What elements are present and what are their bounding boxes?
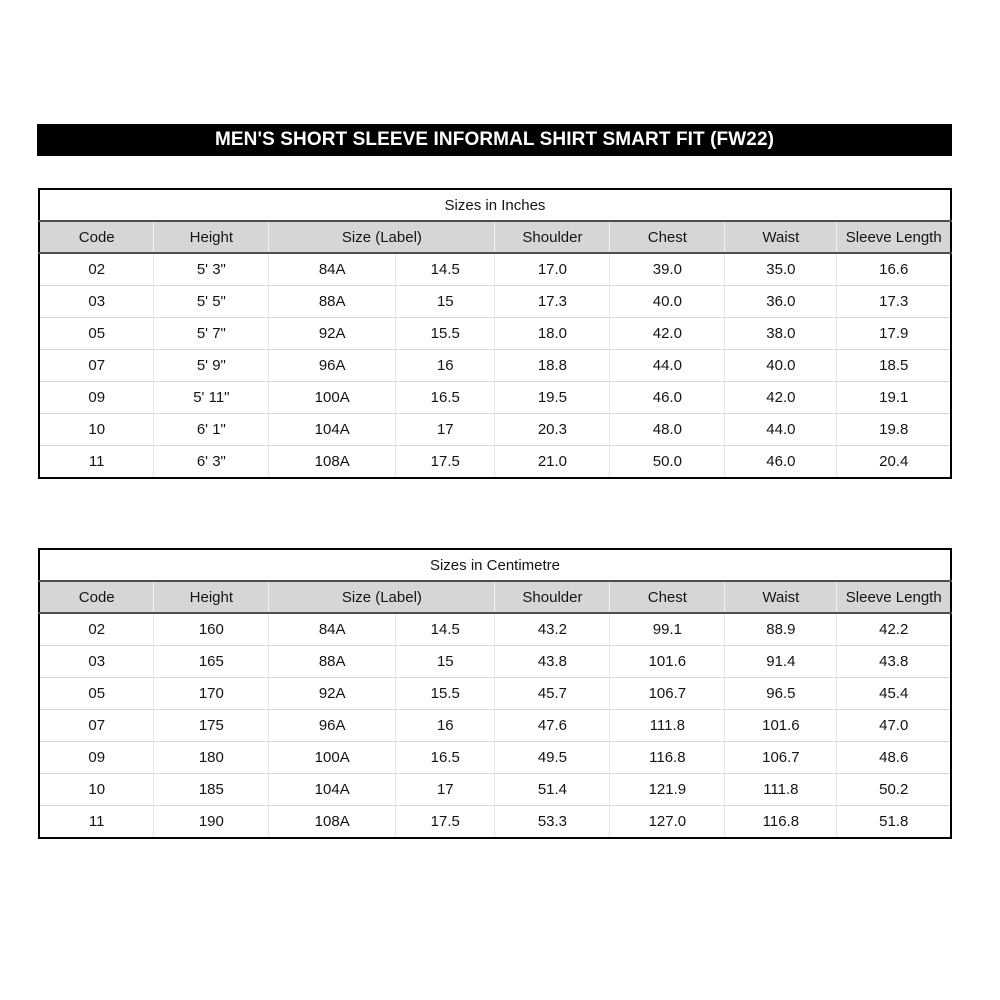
page-title: MEN'S SHORT SLEEVE INFORMAL SHIRT SMART FIT (FW22): [214, 129, 775, 150]
table-cell: 21.0: [495, 446, 610, 479]
table-cell: 170: [154, 678, 269, 710]
table-cell: 111.8: [725, 774, 837, 806]
table-cell: 11: [39, 806, 154, 839]
table-cell: 6' 3": [154, 446, 269, 479]
table-cell: 16: [396, 350, 495, 382]
table-cell: 14.5: [396, 613, 495, 646]
table-cell: 07: [39, 710, 154, 742]
table-cell: 5' 11": [154, 382, 269, 414]
table-cell: 19.5: [495, 382, 610, 414]
table-cell: 175: [154, 710, 269, 742]
table-row: [39, 350, 951, 382]
table-cell: 44.0: [610, 350, 725, 382]
table-cell: 17.5: [396, 446, 495, 479]
table-cell: 108A: [269, 446, 396, 479]
table-cell: 47.0: [837, 710, 951, 742]
table-cell: 100A: [269, 382, 396, 414]
table-row: [39, 710, 951, 742]
table-cell: 18.5: [837, 350, 951, 382]
table-cell: 43.8: [495, 646, 610, 678]
table-cell: 18.8: [495, 350, 610, 382]
table-cell: 48.0: [610, 414, 725, 446]
table-cell: 160: [154, 613, 269, 646]
table-row: [39, 318, 951, 350]
table-cell: 36.0: [725, 286, 837, 318]
table-cell: 111.8: [610, 710, 725, 742]
table-cell: 15.5: [396, 318, 495, 350]
table-cell: 116.8: [610, 742, 725, 774]
sizes-in-centimetre-table-container: [38, 548, 952, 839]
table-title: Sizes in Inches: [39, 189, 951, 221]
table-row: [39, 774, 951, 806]
table-cell: 101.6: [725, 710, 837, 742]
table-cell: 03: [39, 286, 154, 318]
table-cell: 53.3: [495, 806, 610, 839]
table-cell: 96.5: [725, 678, 837, 710]
table-cell: 15.5: [396, 678, 495, 710]
table-cell: 49.5: [495, 742, 610, 774]
table-cell: 84A: [269, 253, 396, 286]
table-cell: 17.3: [837, 286, 951, 318]
table-cell: 92A: [269, 678, 396, 710]
table-cell: 17: [396, 774, 495, 806]
table-cell: 35.0: [725, 253, 837, 286]
table-cell: 17: [396, 414, 495, 446]
table-cell: 16: [396, 710, 495, 742]
column-header-sleeve-length: Sleeve Length: [837, 221, 951, 253]
table-cell: 43.2: [495, 613, 610, 646]
table-cell: 51.4: [495, 774, 610, 806]
size-table: [38, 188, 952, 479]
table-cell: 46.0: [725, 446, 837, 479]
table-cell: 104A: [269, 414, 396, 446]
table-cell: 40.0: [725, 350, 837, 382]
table-cell: 17.3: [495, 286, 610, 318]
column-header-size-label: Size (Label): [269, 581, 495, 613]
table-cell: 99.1: [610, 613, 725, 646]
table-cell: 50.0: [610, 446, 725, 479]
table-cell: 88A: [269, 286, 396, 318]
table-row: [39, 446, 951, 479]
table-cell: 5' 7": [154, 318, 269, 350]
table-cell: 5' 9": [154, 350, 269, 382]
table-cell: 11: [39, 446, 154, 479]
table-cell: 42.0: [725, 382, 837, 414]
table-row: [39, 414, 951, 446]
table-cell: 101.6: [610, 646, 725, 678]
table-cell: 108A: [269, 806, 396, 839]
table-cell: 38.0: [725, 318, 837, 350]
table-cell: 106.7: [610, 678, 725, 710]
column-header-height: Height: [154, 581, 269, 613]
table-cell: 09: [39, 382, 154, 414]
table-cell: 88A: [269, 646, 396, 678]
table-cell: 09: [39, 742, 154, 774]
column-header-chest: Chest: [610, 581, 725, 613]
size-table: [38, 548, 952, 839]
table-cell: 43.8: [837, 646, 951, 678]
table-cell: 17.9: [837, 318, 951, 350]
table-row: [39, 253, 951, 286]
table-cell: 116.8: [725, 806, 837, 839]
table-cell: 6' 1": [154, 414, 269, 446]
table-cell: 20.3: [495, 414, 610, 446]
table-cell: 190: [154, 806, 269, 839]
table-cell: 96A: [269, 350, 396, 382]
table-cell: 17.5: [396, 806, 495, 839]
table-cell: 100A: [269, 742, 396, 774]
table-cell: 45.7: [495, 678, 610, 710]
table-cell: 91.4: [725, 646, 837, 678]
table-cell: 03: [39, 646, 154, 678]
table-cell: 5' 3": [154, 253, 269, 286]
column-header-shoulder: Shoulder: [495, 221, 610, 253]
table-cell: 16.6: [837, 253, 951, 286]
table-cell: 92A: [269, 318, 396, 350]
table-cell: 16.5: [396, 742, 495, 774]
table-cell: 10: [39, 414, 154, 446]
column-header-shoulder: Shoulder: [495, 581, 610, 613]
column-header-waist: Waist: [725, 581, 837, 613]
table-cell: 48.6: [837, 742, 951, 774]
table-cell: 17.0: [495, 253, 610, 286]
table-cell: 47.6: [495, 710, 610, 742]
table-cell: 40.0: [610, 286, 725, 318]
table-cell: 44.0: [725, 414, 837, 446]
column-header-code: Code: [39, 581, 154, 613]
table-cell: 07: [39, 350, 154, 382]
table-cell: 180: [154, 742, 269, 774]
table-cell: 96A: [269, 710, 396, 742]
table-cell: 39.0: [610, 253, 725, 286]
table-cell: 5' 5": [154, 286, 269, 318]
table-cell: 02: [39, 253, 154, 286]
column-header-code: Code: [39, 221, 154, 253]
table-cell: 02: [39, 613, 154, 646]
table-cell: 46.0: [610, 382, 725, 414]
table-cell: 15: [396, 286, 495, 318]
sizes-in-inches-table-container: [38, 188, 952, 479]
table-row: [39, 382, 951, 414]
table-cell: 84A: [269, 613, 396, 646]
table-cell: 05: [39, 678, 154, 710]
table-row: [39, 613, 951, 646]
table-cell: 121.9: [610, 774, 725, 806]
table-cell: 10: [39, 774, 154, 806]
table-cell: 05: [39, 318, 154, 350]
page-title-banner: [37, 124, 952, 156]
table-row: [39, 806, 951, 839]
table-cell: 165: [154, 646, 269, 678]
table-cell: 50.2: [837, 774, 951, 806]
table-row: [39, 742, 951, 774]
table-cell: 106.7: [725, 742, 837, 774]
column-header-height: Height: [154, 221, 269, 253]
table-cell: 88.9: [725, 613, 837, 646]
table-row: [39, 678, 951, 710]
column-header-waist: Waist: [725, 221, 837, 253]
table-cell: 14.5: [396, 253, 495, 286]
table-row: [39, 646, 951, 678]
table-cell: 15: [396, 646, 495, 678]
table-cell: 42.2: [837, 613, 951, 646]
table-cell: 16.5: [396, 382, 495, 414]
table-cell: 45.4: [837, 678, 951, 710]
column-header-chest: Chest: [610, 221, 725, 253]
table-cell: 18.0: [495, 318, 610, 350]
table-cell: 185: [154, 774, 269, 806]
table-cell: 42.0: [610, 318, 725, 350]
table-cell: 104A: [269, 774, 396, 806]
table-cell: 51.8: [837, 806, 951, 839]
table-row: [39, 286, 951, 318]
table-cell: 19.1: [837, 382, 951, 414]
table-title: Sizes in Centimetre: [39, 549, 951, 581]
table-cell: 127.0: [610, 806, 725, 839]
table-cell: 19.8: [837, 414, 951, 446]
table-cell: 20.4: [837, 446, 951, 479]
column-header-size-label: Size (Label): [269, 221, 495, 253]
column-header-sleeve-length: Sleeve Length: [837, 581, 951, 613]
